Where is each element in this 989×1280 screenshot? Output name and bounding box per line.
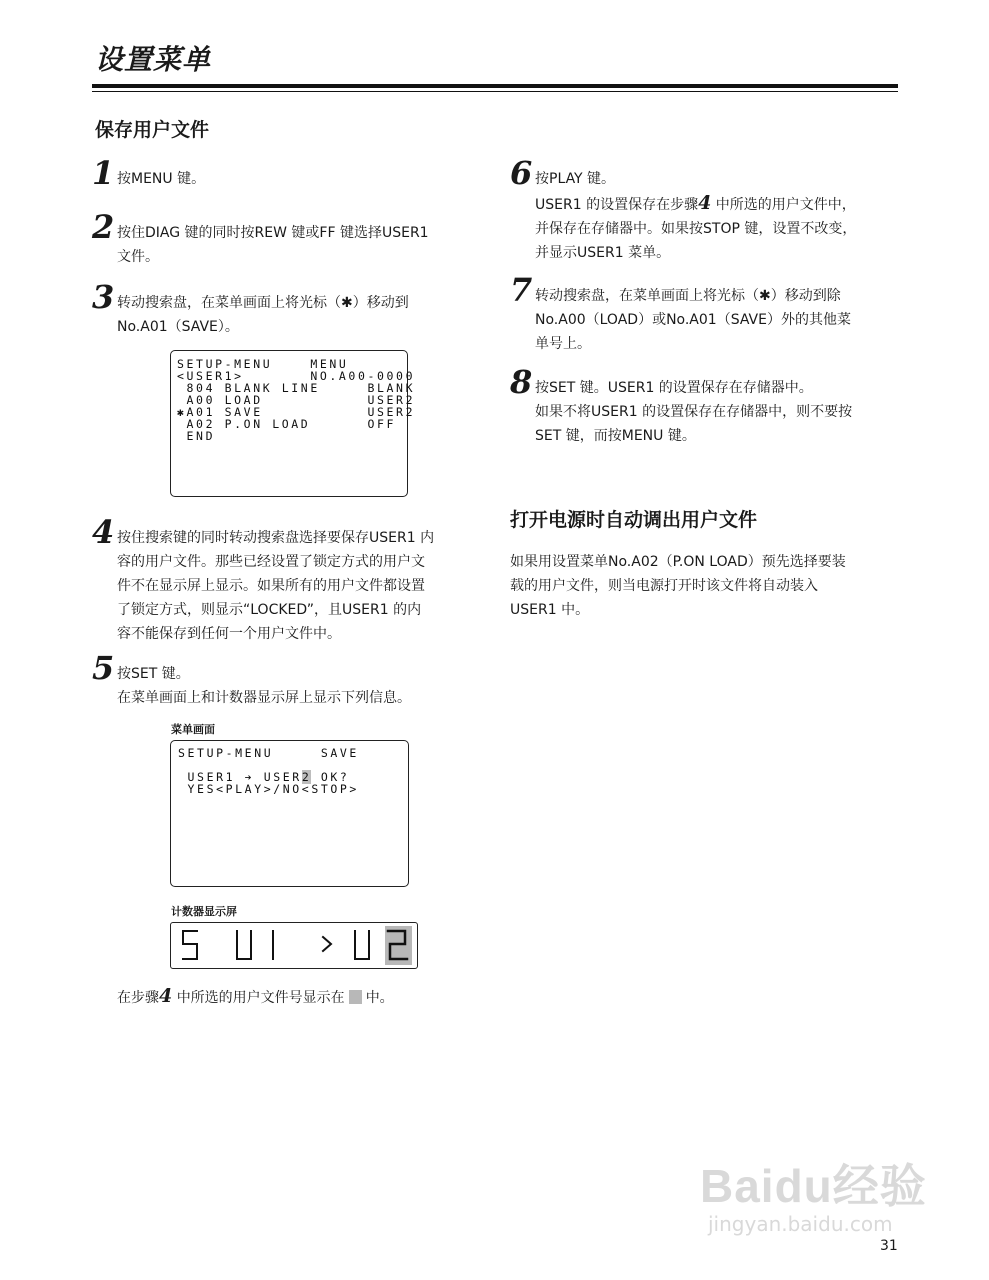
step-text-line: 了锁定方式，则显示“LOCKED”，且USER1 的内 [117,602,422,618]
step-text-line: 在菜单画面上和计数器显示屏上显示下列信息。 [117,690,411,706]
step-text-line: 按PLAY 键。 [535,171,616,187]
step-text-line: No.A01（SAVE）。 [117,319,239,335]
seven-segment-readout [171,923,417,968]
auto-load-paragraph [510,550,910,622]
step-text-line: SET 键，而按MENU 键。 [535,428,696,444]
header-rule-thick [92,84,898,88]
step-number: 6 [510,154,533,192]
counter-display [170,922,418,969]
step-number: 5 [92,649,115,687]
step-text-line: 并显示USER1 菜单。 [535,245,671,261]
counter-caption: 计数器显示屏 [171,905,237,918]
step-number: 8 [510,363,533,401]
step-number: 7 [510,271,533,309]
menu-screen-1-text: SETUP-MENU MENU <USER1> NO.A00-0000 804 BLANK LINE BLANK A00 LOAD USER2 ✱A01 SAVE USER2 A02 P.ON LOAD OFF END [177,357,416,443]
menu-screen-1 [170,350,416,497]
step-ref: 4 [698,192,712,214]
section-title-auto-load: 打开电源时自动调出用户文件 [510,509,758,531]
step-text-line: 并保存在存储器中。如果按STOP 键，设置不改变， [535,221,857,237]
step-number: 3 [92,278,115,316]
paragraph-line: 如果用设置菜单No.A02（P.ON LOAD）预先选择要装 [510,554,846,570]
watermark-url: jingyan.baidu.com [708,1212,893,1236]
paragraph-line: 载的用户文件，则当电源打开时该文件将自动装入 [510,578,818,594]
user-number-highlight: 2 [301,770,312,784]
step-text-line: 容不能保存到任何一个用户文件中。 [117,626,341,642]
step-text-line: 按住DIAG 键的同时按REW 键或FF 键选择USER1 [117,225,429,241]
step-text-line: 按SET 键。USER1 的设置保存在存储器中。 [535,380,813,396]
step-text-line: 如果不将USER1 的设置保存在存储器中，则不要按 [535,404,853,420]
watermark-logo: Baidu经验 [700,1160,927,1212]
step-text-line: 文件。 [117,249,159,265]
paragraph-line: USER1 中。 [510,602,590,618]
step-text-line: USER1 的设置保存在步骤4 中所选的用户文件中， [535,192,856,214]
header-rule-thin [92,91,898,92]
menu-screen-caption: 菜单画面 [171,723,215,736]
step-text-line: 转动搜索盘，在菜单画面上将光标（✱）移动到 [117,295,409,311]
step-text-line: 单号上。 [535,336,591,352]
menu-screen-2 [170,740,409,887]
baidu-watermark [700,1150,927,1236]
page-number: 31 [880,1238,898,1254]
step-ref: 4 [159,985,173,1007]
menu-screen-2-text: SETUP-MENU SAVE USER1 ➔ USER2 OK? YES<PLAY>/NO<STOP> [178,746,359,796]
highlight-box-icon [349,990,362,1004]
step-text-line: 件不在显示屏上显示。如果所有的用户文件都设置 [117,578,425,594]
step-text-line: 按SET 键。 [117,666,190,682]
step-number: 1 [92,154,115,192]
step-text-line: 转动搜索盘，在菜单画面上将光标（✱）移动到除 [535,288,841,304]
page-title: 设置菜单 [95,43,212,76]
step-text-line: No.A00（LOAD）或No.A01（SAVE）外的其他菜 [535,312,851,328]
step-number: 2 [92,208,115,246]
step-text-line: 按MENU 键。 [117,171,206,187]
step-text-line: 按住搜索键的同时转动搜索盘选择要保存USER1 内 [117,530,435,546]
step-number: 4 [92,513,115,551]
step-5-note: 在步骤4 中所选的用户文件号显示在 中。 [117,985,394,1007]
step-text-line: 容的用户文件。那些已经设置了锁定方式的用户文 [117,554,425,570]
section-title-save: 保存用户文件 [95,119,210,141]
